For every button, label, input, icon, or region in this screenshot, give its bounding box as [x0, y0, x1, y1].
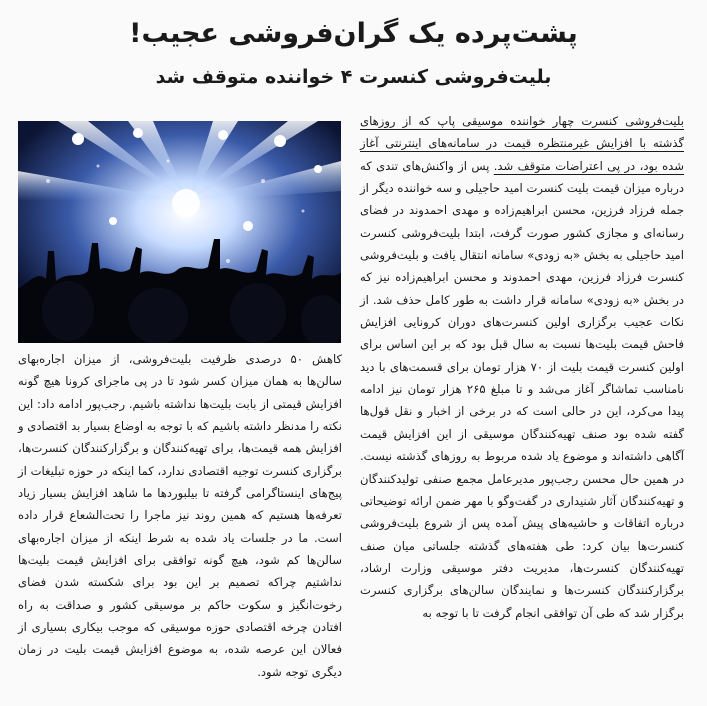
concert-crowd-photo — [18, 121, 341, 343]
article-subtitle: بلیت‌فروشی کنسرت ۴ خواننده متوقف شد — [155, 66, 552, 88]
right-column — [360, 110, 684, 624]
article-title: پشت‌پرده یک گران‌فروشی عجیب! — [129, 18, 578, 49]
left-column-body: کاهش ۵۰ درصدی ظرفیت بلیت‌فروشی، از میزان اجاره‌بهای سالن‌ها به همان میزان کسر شود تا در پی ماجرای کرونا هیچ گونه افزایش قیمتی از بابت بلیت‌ها نداشته باشیم. رجب‌پور ادامه داد: این نکته را مدنظر داشته باشیم که با توجه به اوضاع بسیار بد اقتصادی و افزایش همه قیمت‌ها، برای تهیه‌کنندگان و برگزارکنندگان کنسرت‌ها، برگزاری کنسرت توجیه اقتصادی ندارد، کما اینکه در حوزه تبلیغات از پیج‌های اینستاگرامی گرفته تا بیلبوردها ما شاهد افزایش بسیار زیاد تعرفه‌ها هستیم که همین روند نیز ماجرا را تحت‌الشعاع قرار داده است. ما در جلسات یاد شده به شرط اینکه از میزان اجاره‌بهای سالن‌ها کم شود، هیچ گونه توافقی برای افزایش قیمت بلیت‌ها نداشتیم چراکه تصمیم بر این بود برای شکسته شدن فضای رخوت‌انگیز و سکوت حاکم بر موسیقی کشور و صداقت به راه افتادن چرخه اقتصادی حوزه موسیقی که موجب بیکاری بسیاری از فعالان این عرصه شده، به موضوع افزایش قیمت بلیت در زمان دیگری توجه شود. — [18, 352, 343, 679]
article-lead: بلیت‌فروشی کنسرت چهار خواننده موسیقی پاپ که از روزهای گذشته با افزایش غیرمنتظره قیمت در سامانه‌های اینترنتی آغاز شده بود، در پی اعتراضات متوقف شد. — [360, 114, 684, 173]
right-column-body: پس از واکنش‌های تندی که درباره میزان قیمت بلیت کنسرت امید حاجیلی و سه خواننده دیگر از جمله فرزاد فرزین، محسن ابراهیم‌زاده و مهدی احمدوند در فضای رسانه‌ای و مجازی کشور صورت گرفت، ابتدا بلیت‌فروشی کنسرت امید حاجیلی به بخش «به زودی» سامانه انتقال یافت و بلیت‌فروشی کنسرت فرزاد فرزین، مهدی احمدوند و محسن ابراهیم‌زاده نیز که در بخش «به زودی» سامانه قرار داشت به طور کامل حذف شد. از نکات عجیب برگزاری اولین کنسرت‌های دوران کرونایی افزایش فاحش قیمت بلیت‌ها نسبت به سال قبل بود که بر این اساس برای اولین کنسرت قیمت بلیت از ۷۰ هزار تومان برای قسمت‌های با دید نامناسب تماشاگر آغاز می‌شد و تا مبلغ ۲۶۵ هزار تومان نیز ادامه پیدا می‌کرد، این در حالی است که در برخی از اخبار و نقل قول‌ها گفته شده بود صنف تهیه‌کنندگان موسیقی از این افزایش قیمت آگاهی داشته‌اند و موضوع یاد شده مربوط به روزهای گذشته نیست. در همین حال محسن رجب‌پور مدیرعامل مجمع صنفی تولیدکنندگان و تهیه‌کنندگان آثار شنیداری در گفت‌وگو با مهر ضمن ارائه توضیحاتی درباره اتفاقات و حاشیه‌های پیش آمده پس از شروع بلیت‌فروشی کنسرت‌ها بیان کرد: طی هفته‌های گذشته جلساتی میان صنف تهیه‌کنندگان کنسرت‌ها، مدیریت دفتر موسیقی وزارت ارشاد، برگزارکنندگان کنسرت‌ها و نمایندگان سالن‌های برگزاری کنسرت برگزار شد که طی آن توافقی انجام گرفت تا با توجه به — [359, 158, 685, 620]
